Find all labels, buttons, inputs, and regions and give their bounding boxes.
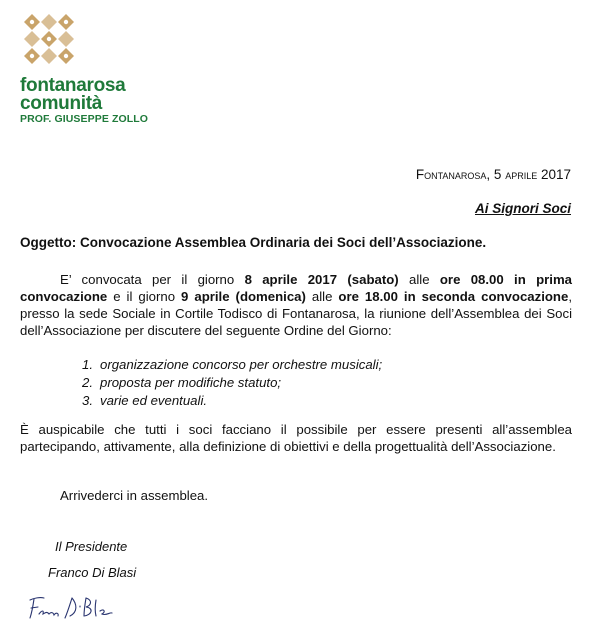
agenda-item: 3. varie ed eventuali. [82, 393, 208, 408]
org-name-line1: fontanarosa [20, 75, 126, 96]
org-name-line2: comunità [20, 93, 103, 114]
letter-addressee: Ai Signori Soci [474, 201, 571, 216]
convocation-paragraph: E’ convocata per il giorno 8 aprile 2017 (sabato) alle ore 08.00 in prima convocazione e il giorno 9 aprile (domenica) alle ore 18.00 in seconda convocazione, presso la sede Sociale in Cortile Todisco di Fontanarosa, la riunione dell’Assemblea dei Soci dell’Associazione per discutere del seguente Ordine del Giorno: [20, 272, 572, 338]
agenda-item: 1. organizzazione concorso per orchestre musicali; [82, 357, 383, 372]
agenda-list [82, 356, 382, 410]
diamond-lattice-logo-icon [20, 12, 78, 70]
closing-line: Arrivederci in assemblea. [60, 488, 209, 503]
signer-name: Franco Di Blasi [48, 565, 137, 580]
org-subtitle: PROF. GIUSEPPE ZOLLO [20, 113, 149, 125]
letter-date: Fontanarosa, 5 aprile 2017 [415, 167, 571, 182]
signer-role: Il Presidente [55, 539, 128, 554]
org-name [20, 77, 125, 113]
agenda-item: 2. proposta per modifiche statuto; [82, 375, 282, 390]
participation-paragraph: È auspicabile che tutti i soci facciano il possibile per essere presenti all’assemblea partecipando, attivamente, alla definizione di obiettivi e della progettualità dell’Associazione. [20, 422, 572, 454]
letter-subject: Oggetto: Convocazione Assemblea Ordinaria dei Soci dell’Associazione. [20, 235, 487, 250]
handwritten-signature [24, 592, 134, 622]
